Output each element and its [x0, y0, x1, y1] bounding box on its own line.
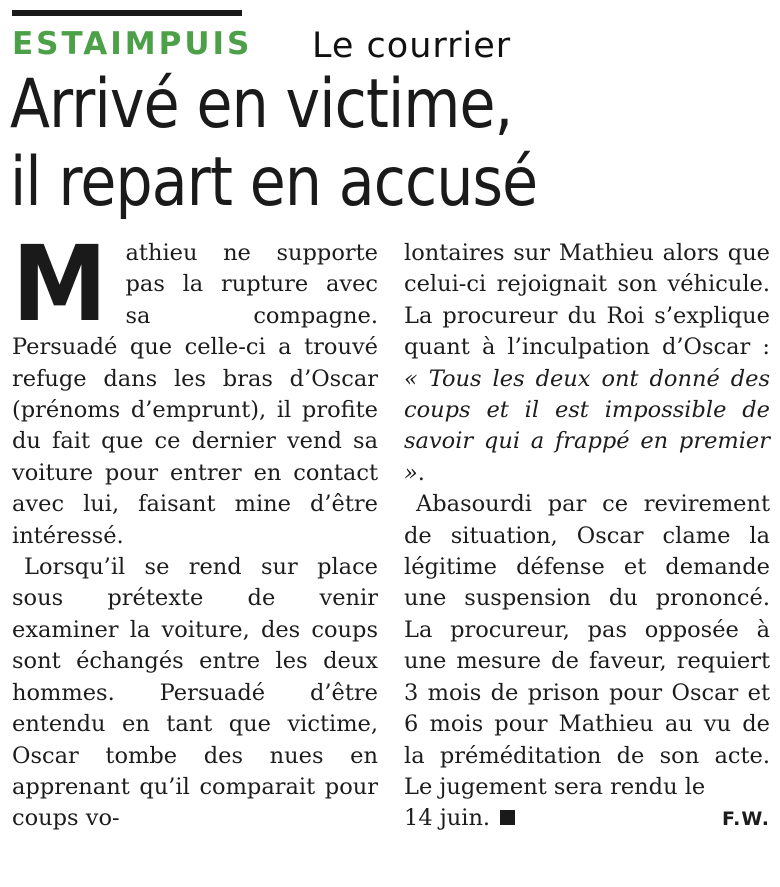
- paragraph-1-text: athieu ne supporte pas la rupture avec sa compagne. Persuadé que celle-ci a trouvé refuge dans les bras d’Oscar (prénoms d’emprunt), il profite du fait que ce dernier vend sa voiture pour entrer en contact avec lui, faisant mine d’être intéressé.: [12, 240, 378, 549]
- paragraph-1: [12, 223, 378, 552]
- source-label: Le courrier: [312, 26, 512, 66]
- paragraph-3: [404, 238, 770, 489]
- headline-line-1: Arrivé en victime,: [10, 65, 513, 144]
- prosecutor-quote: « Tous les deux ont donné des coups et il est impossible de savoir qui a frappé en premier »: [404, 365, 770, 486]
- section-kicker: ESTAIMPUIS: [12, 26, 253, 62]
- paragraph-3-end: .: [417, 459, 425, 486]
- top-rule: [12, 10, 242, 16]
- final-line: [404, 803, 770, 835]
- final-line-text-wrap: [404, 803, 515, 834]
- byline: F.W.: [721, 808, 770, 831]
- paragraph-2: Lorsqu’il se rend sur place sous prétexte de venir examiner la voiture, des coups sont échangés entre les deux hommes. Persuadé d’être entendu en tant que victime, Oscar tombe des nues en apprenant qu’il comparait pour coups vo-: [12, 554, 378, 832]
- final-line-text: 14 juin.: [404, 805, 491, 832]
- drop-cap: M: [12, 223, 108, 345]
- left-column: [12, 223, 378, 835]
- headline-line-2: il repart en accusé: [10, 143, 538, 222]
- headline: [10, 66, 664, 222]
- right-column: [404, 238, 770, 836]
- end-of-article-square-icon: [500, 810, 515, 825]
- paragraph-4: Abasourdi par ce revirement de situation, Oscar clame la légitime défense et demande une suspension du prononcé. La procureur, pas opposée à une mesure de faveur, requiert 3 mois de prison pour Oscar et 6 mois pour Mathieu au vu de la préméditation de son acte. Le jugement sera rendu le: [404, 491, 770, 800]
- paragraph-3-text: lontaires sur Mathieu alors que celui-ci rejoignait son véhicule. La procureur du Roi s’explique quant à l’inculpation d’Oscar :: [404, 240, 770, 361]
